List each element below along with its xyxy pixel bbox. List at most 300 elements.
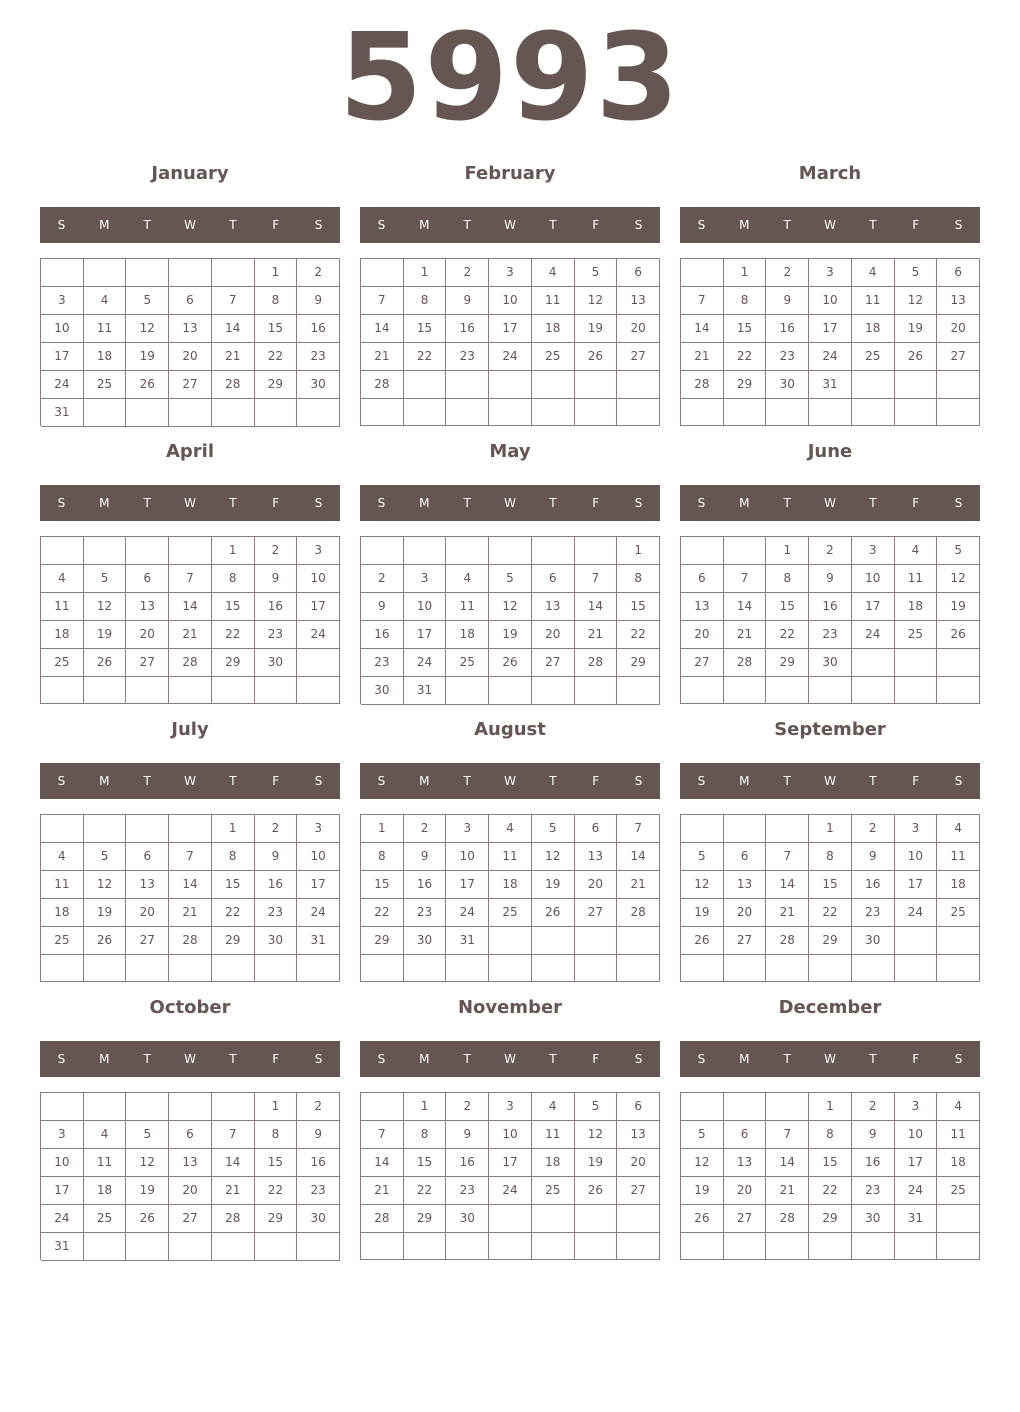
empty-cell bbox=[255, 1233, 298, 1261]
day-cell: 6 bbox=[617, 1093, 660, 1121]
day-cell: 3 bbox=[297, 537, 340, 565]
weekday-label: M bbox=[419, 774, 430, 788]
day-cell: 2 bbox=[766, 259, 809, 287]
day-cell: 27 bbox=[169, 371, 212, 399]
day-cell: 26 bbox=[937, 621, 980, 649]
day-cell: 15 bbox=[255, 315, 298, 343]
day-cell: 10 bbox=[41, 1149, 84, 1177]
empty-cell bbox=[212, 955, 255, 982]
day-cell: 14 bbox=[212, 315, 255, 343]
day-cell: 11 bbox=[41, 871, 84, 899]
day-cell: 21 bbox=[617, 871, 660, 899]
day-cell: 26 bbox=[126, 1205, 169, 1233]
day-cell: 28 bbox=[724, 649, 767, 677]
weekday-label: F bbox=[272, 218, 280, 232]
weekday-header bbox=[40, 1041, 340, 1077]
day-cell: 15 bbox=[361, 871, 404, 899]
day-cell: 21 bbox=[361, 1177, 404, 1205]
empty-cell bbox=[809, 955, 852, 982]
weekday-label: S bbox=[57, 218, 66, 232]
day-cell: 12 bbox=[489, 593, 532, 621]
empty-cell bbox=[446, 955, 489, 982]
day-cell: 25 bbox=[852, 343, 895, 371]
day-cell: 31 bbox=[895, 1205, 938, 1233]
day-cell: 4 bbox=[532, 259, 575, 287]
day-cell: 26 bbox=[84, 927, 127, 955]
day-cell: 15 bbox=[212, 593, 255, 621]
day-cell: 13 bbox=[937, 287, 980, 315]
empty-cell bbox=[169, 399, 212, 427]
day-cell: 1 bbox=[361, 815, 404, 843]
empty-cell bbox=[937, 677, 980, 704]
weekday-label: F bbox=[592, 218, 600, 232]
empty-cell bbox=[255, 399, 298, 427]
empty-cell bbox=[724, 1093, 767, 1121]
day-cell: 26 bbox=[681, 927, 724, 955]
day-cell: 17 bbox=[446, 871, 489, 899]
day-cell: 5 bbox=[84, 565, 127, 593]
day-cell: 14 bbox=[212, 1149, 255, 1177]
weekday-header bbox=[360, 1041, 660, 1077]
weekday-label: M bbox=[99, 1052, 110, 1066]
day-cell: 31 bbox=[297, 927, 340, 955]
day-cell: 28 bbox=[361, 371, 404, 399]
empty-cell bbox=[84, 259, 127, 287]
empty-cell bbox=[84, 1233, 127, 1261]
empty-cell bbox=[532, 677, 575, 705]
empty-cell bbox=[895, 649, 938, 677]
day-cell: 5 bbox=[575, 1093, 618, 1121]
day-cell: 27 bbox=[617, 1177, 660, 1205]
day-cell: 20 bbox=[575, 871, 618, 899]
empty-cell bbox=[681, 399, 724, 426]
day-cell: 10 bbox=[41, 315, 84, 343]
empty-cell bbox=[84, 537, 127, 565]
day-cell: 13 bbox=[617, 1121, 660, 1149]
weekday-label: F bbox=[592, 774, 600, 788]
day-cell: 24 bbox=[895, 1177, 938, 1205]
day-cell: 6 bbox=[724, 843, 767, 871]
day-cell: 19 bbox=[575, 1149, 618, 1177]
empty-cell bbox=[852, 371, 895, 399]
empty-cell bbox=[575, 399, 618, 426]
day-cell: 19 bbox=[489, 621, 532, 649]
weekday-label: F bbox=[592, 496, 600, 510]
weekday-label: T bbox=[549, 1052, 557, 1066]
day-cell: 6 bbox=[724, 1121, 767, 1149]
day-cell: 28 bbox=[212, 1205, 255, 1233]
day-cell: 9 bbox=[766, 287, 809, 315]
empty-cell bbox=[126, 815, 169, 843]
weekday-label: W bbox=[824, 218, 836, 232]
day-cell: 6 bbox=[937, 259, 980, 287]
day-cell: 17 bbox=[41, 343, 84, 371]
day-cell: 24 bbox=[809, 343, 852, 371]
day-cell: 20 bbox=[937, 315, 980, 343]
day-cell: 17 bbox=[404, 621, 447, 649]
day-cell: 12 bbox=[681, 1149, 724, 1177]
empty-cell bbox=[617, 1233, 660, 1260]
day-cell: 2 bbox=[361, 565, 404, 593]
day-cell: 2 bbox=[852, 815, 895, 843]
day-cell: 10 bbox=[809, 287, 852, 315]
day-cell: 1 bbox=[255, 259, 298, 287]
day-cell: 8 bbox=[809, 843, 852, 871]
weekday-label: S bbox=[377, 1052, 386, 1066]
weekday-label: S bbox=[954, 1052, 963, 1066]
weekday-header bbox=[680, 763, 980, 799]
day-cell: 4 bbox=[41, 565, 84, 593]
day-cell: 18 bbox=[895, 593, 938, 621]
empty-cell bbox=[809, 399, 852, 426]
day-cell: 23 bbox=[809, 621, 852, 649]
empty-cell bbox=[937, 399, 980, 426]
year-title: 5993 bbox=[339, 9, 681, 148]
weekday-label: T bbox=[143, 218, 151, 232]
day-cell: 17 bbox=[297, 871, 340, 899]
day-cell: 18 bbox=[84, 1177, 127, 1205]
day-cell: 12 bbox=[575, 1121, 618, 1149]
day-cell: 19 bbox=[126, 343, 169, 371]
weekday-label: S bbox=[954, 218, 963, 232]
day-cell: 19 bbox=[84, 621, 127, 649]
empty-cell bbox=[852, 955, 895, 982]
empty-cell bbox=[575, 537, 618, 565]
weekday-label: S bbox=[314, 218, 323, 232]
weekday-label: M bbox=[739, 496, 750, 510]
day-cell: 17 bbox=[895, 871, 938, 899]
weekday-label: S bbox=[377, 218, 386, 232]
empty-cell bbox=[681, 259, 724, 287]
day-cell: 23 bbox=[446, 343, 489, 371]
day-cell: 15 bbox=[766, 593, 809, 621]
empty-cell bbox=[212, 677, 255, 704]
day-cell: 16 bbox=[361, 621, 404, 649]
month-name: March bbox=[798, 163, 862, 184]
month-name: July bbox=[171, 719, 209, 740]
day-cell: 7 bbox=[617, 815, 660, 843]
empty-cell bbox=[84, 955, 127, 982]
day-cell: 22 bbox=[404, 1177, 447, 1205]
empty-cell bbox=[766, 399, 809, 426]
day-cell: 3 bbox=[41, 287, 84, 315]
weekday-label: T bbox=[783, 496, 791, 510]
empty-cell bbox=[681, 815, 724, 843]
day-cell: 16 bbox=[446, 1149, 489, 1177]
day-cell: 30 bbox=[404, 927, 447, 955]
empty-cell bbox=[895, 1233, 938, 1260]
weekday-label: S bbox=[954, 496, 963, 510]
empty-cell bbox=[361, 955, 404, 982]
day-cell: 29 bbox=[361, 927, 404, 955]
day-cell: 10 bbox=[895, 843, 938, 871]
empty-cell bbox=[895, 927, 938, 955]
weekday-header bbox=[680, 207, 980, 243]
empty-cell bbox=[809, 677, 852, 704]
day-cell: 19 bbox=[681, 1177, 724, 1205]
empty-cell bbox=[255, 677, 298, 704]
day-cell: 26 bbox=[532, 899, 575, 927]
empty-cell bbox=[937, 1233, 980, 1260]
empty-cell bbox=[532, 927, 575, 955]
day-cell: 26 bbox=[575, 1177, 618, 1205]
day-cell: 2 bbox=[404, 815, 447, 843]
day-cell: 30 bbox=[766, 371, 809, 399]
day-cell: 22 bbox=[766, 621, 809, 649]
day-cell: 12 bbox=[126, 1149, 169, 1177]
empty-cell bbox=[532, 955, 575, 982]
day-cell: 4 bbox=[84, 287, 127, 315]
day-cell: 9 bbox=[852, 843, 895, 871]
weekday-label: M bbox=[419, 496, 430, 510]
day-cell: 28 bbox=[766, 927, 809, 955]
day-cell: 17 bbox=[489, 315, 532, 343]
day-cell: 12 bbox=[84, 871, 127, 899]
day-cell: 27 bbox=[126, 927, 169, 955]
day-cell: 22 bbox=[255, 343, 298, 371]
day-cell: 26 bbox=[895, 343, 938, 371]
weekday-header bbox=[360, 763, 660, 799]
day-cell: 4 bbox=[84, 1121, 127, 1149]
empty-cell bbox=[895, 399, 938, 426]
day-cell: 23 bbox=[446, 1177, 489, 1205]
day-cell: 9 bbox=[809, 565, 852, 593]
day-cell: 10 bbox=[895, 1121, 938, 1149]
day-grid bbox=[360, 1092, 660, 1260]
day-cell: 16 bbox=[809, 593, 852, 621]
day-cell: 18 bbox=[532, 315, 575, 343]
day-cell: 5 bbox=[575, 259, 618, 287]
day-cell: 22 bbox=[212, 621, 255, 649]
day-cell: 2 bbox=[297, 1093, 340, 1121]
day-cell: 13 bbox=[532, 593, 575, 621]
weekday-label: F bbox=[272, 774, 280, 788]
empty-cell bbox=[489, 955, 532, 982]
empty-cell bbox=[84, 677, 127, 704]
day-cell: 14 bbox=[169, 593, 212, 621]
day-cell: 8 bbox=[404, 1121, 447, 1149]
day-cell: 23 bbox=[404, 899, 447, 927]
empty-cell bbox=[126, 677, 169, 704]
empty-cell bbox=[766, 1093, 809, 1121]
empty-cell bbox=[575, 677, 618, 705]
day-cell: 22 bbox=[404, 343, 447, 371]
day-cell: 28 bbox=[212, 371, 255, 399]
day-cell: 26 bbox=[84, 649, 127, 677]
empty-cell bbox=[41, 1093, 84, 1121]
day-cell: 19 bbox=[895, 315, 938, 343]
empty-cell bbox=[361, 1233, 404, 1260]
month-name: May bbox=[489, 441, 531, 462]
empty-cell bbox=[532, 399, 575, 426]
day-cell: 18 bbox=[84, 343, 127, 371]
day-cell: 9 bbox=[361, 593, 404, 621]
day-cell: 5 bbox=[489, 565, 532, 593]
day-cell: 21 bbox=[212, 343, 255, 371]
weekday-label: M bbox=[99, 496, 110, 510]
day-cell: 1 bbox=[809, 1093, 852, 1121]
weekday-label: S bbox=[697, 218, 706, 232]
day-cell: 22 bbox=[617, 621, 660, 649]
weekday-label: T bbox=[143, 496, 151, 510]
day-cell: 23 bbox=[255, 899, 298, 927]
day-cell: 6 bbox=[681, 565, 724, 593]
day-cell: 11 bbox=[446, 593, 489, 621]
day-cell: 2 bbox=[446, 259, 489, 287]
day-cell: 18 bbox=[937, 871, 980, 899]
day-cell: 19 bbox=[937, 593, 980, 621]
day-cell: 20 bbox=[126, 621, 169, 649]
empty-cell bbox=[169, 1233, 212, 1261]
day-cell: 29 bbox=[724, 371, 767, 399]
day-grid bbox=[360, 814, 660, 982]
empty-cell bbox=[937, 955, 980, 982]
day-cell: 13 bbox=[169, 1149, 212, 1177]
day-cell: 18 bbox=[446, 621, 489, 649]
weekday-label: W bbox=[184, 1052, 196, 1066]
day-cell: 8 bbox=[212, 565, 255, 593]
day-cell: 23 bbox=[361, 649, 404, 677]
day-cell: 29 bbox=[809, 927, 852, 955]
empty-cell bbox=[41, 537, 84, 565]
day-grid bbox=[680, 814, 980, 982]
weekday-label: W bbox=[184, 774, 196, 788]
day-cell: 1 bbox=[617, 537, 660, 565]
weekday-label: W bbox=[824, 1052, 836, 1066]
empty-cell bbox=[212, 1233, 255, 1261]
day-cell: 13 bbox=[169, 315, 212, 343]
day-cell: 12 bbox=[681, 871, 724, 899]
day-cell: 30 bbox=[852, 927, 895, 955]
day-cell: 18 bbox=[937, 1149, 980, 1177]
day-cell: 29 bbox=[404, 1205, 447, 1233]
day-cell: 29 bbox=[212, 927, 255, 955]
day-cell: 5 bbox=[84, 843, 127, 871]
day-cell: 16 bbox=[297, 315, 340, 343]
day-cell: 8 bbox=[617, 565, 660, 593]
day-cell: 6 bbox=[169, 1121, 212, 1149]
day-cell: 11 bbox=[937, 1121, 980, 1149]
weekday-label: F bbox=[272, 1052, 280, 1066]
empty-cell bbox=[84, 399, 127, 427]
weekday-label: S bbox=[634, 1052, 643, 1066]
weekday-header bbox=[360, 485, 660, 521]
weekday-label: T bbox=[229, 1052, 237, 1066]
day-cell: 15 bbox=[809, 871, 852, 899]
day-grid bbox=[40, 1092, 340, 1260]
empty-cell bbox=[937, 1205, 980, 1233]
day-grid bbox=[680, 1092, 980, 1260]
weekday-header bbox=[40, 485, 340, 521]
empty-cell bbox=[575, 1233, 618, 1260]
day-cell: 3 bbox=[41, 1121, 84, 1149]
day-cell: 8 bbox=[724, 287, 767, 315]
weekday-header bbox=[680, 485, 980, 521]
weekday-label: W bbox=[824, 496, 836, 510]
empty-cell bbox=[41, 259, 84, 287]
weekday-label: S bbox=[634, 496, 643, 510]
weekday-label: F bbox=[912, 774, 920, 788]
day-cell: 15 bbox=[404, 315, 447, 343]
day-cell: 4 bbox=[937, 1093, 980, 1121]
day-cell: 31 bbox=[446, 927, 489, 955]
weekday-label: T bbox=[143, 1052, 151, 1066]
day-cell: 2 bbox=[255, 537, 298, 565]
day-cell: 20 bbox=[532, 621, 575, 649]
day-grid bbox=[680, 258, 980, 426]
day-cell: 3 bbox=[489, 259, 532, 287]
day-cell: 9 bbox=[297, 1121, 340, 1149]
weekday-label: F bbox=[912, 1052, 920, 1066]
day-cell: 21 bbox=[361, 343, 404, 371]
day-cell: 26 bbox=[489, 649, 532, 677]
day-cell: 21 bbox=[575, 621, 618, 649]
empty-cell bbox=[575, 1205, 618, 1233]
weekday-label: T bbox=[463, 496, 471, 510]
day-cell: 6 bbox=[617, 259, 660, 287]
day-cell: 14 bbox=[724, 593, 767, 621]
day-cell: 20 bbox=[617, 1149, 660, 1177]
empty-cell bbox=[617, 955, 660, 982]
day-cell: 9 bbox=[404, 843, 447, 871]
day-cell: 1 bbox=[212, 815, 255, 843]
day-cell: 22 bbox=[809, 1177, 852, 1205]
empty-cell bbox=[489, 1233, 532, 1260]
day-cell: 24 bbox=[404, 649, 447, 677]
weekday-label: T bbox=[463, 774, 471, 788]
day-cell: 30 bbox=[255, 927, 298, 955]
empty-cell bbox=[126, 537, 169, 565]
weekday-label: T bbox=[869, 774, 877, 788]
day-cell: 5 bbox=[126, 287, 169, 315]
day-cell: 17 bbox=[809, 315, 852, 343]
day-cell: 7 bbox=[169, 565, 212, 593]
weekday-label: M bbox=[419, 218, 430, 232]
weekday-label: S bbox=[57, 1052, 66, 1066]
weekday-header bbox=[40, 207, 340, 243]
day-cell: 7 bbox=[766, 1121, 809, 1149]
empty-cell bbox=[297, 677, 340, 704]
day-cell: 18 bbox=[41, 899, 84, 927]
day-cell: 14 bbox=[575, 593, 618, 621]
weekday-label: T bbox=[463, 1052, 471, 1066]
day-cell: 28 bbox=[169, 927, 212, 955]
day-cell: 11 bbox=[84, 1149, 127, 1177]
day-cell: 20 bbox=[169, 343, 212, 371]
empty-cell bbox=[766, 1233, 809, 1260]
empty-cell bbox=[297, 955, 340, 982]
day-cell: 11 bbox=[489, 843, 532, 871]
day-cell: 23 bbox=[297, 343, 340, 371]
day-cell: 8 bbox=[404, 287, 447, 315]
day-cell: 7 bbox=[681, 287, 724, 315]
empty-cell bbox=[41, 677, 84, 704]
day-cell: 30 bbox=[446, 1205, 489, 1233]
day-cell: 23 bbox=[766, 343, 809, 371]
day-cell: 7 bbox=[361, 1121, 404, 1149]
day-cell: 4 bbox=[489, 815, 532, 843]
day-cell: 25 bbox=[446, 649, 489, 677]
day-cell: 29 bbox=[212, 649, 255, 677]
day-cell: 5 bbox=[126, 1121, 169, 1149]
day-cell: 24 bbox=[852, 621, 895, 649]
empty-cell bbox=[895, 677, 938, 704]
weekday-label: F bbox=[272, 496, 280, 510]
weekday-label: T bbox=[783, 1052, 791, 1066]
day-cell: 22 bbox=[361, 899, 404, 927]
day-cell: 10 bbox=[489, 1121, 532, 1149]
day-cell: 8 bbox=[255, 1121, 298, 1149]
